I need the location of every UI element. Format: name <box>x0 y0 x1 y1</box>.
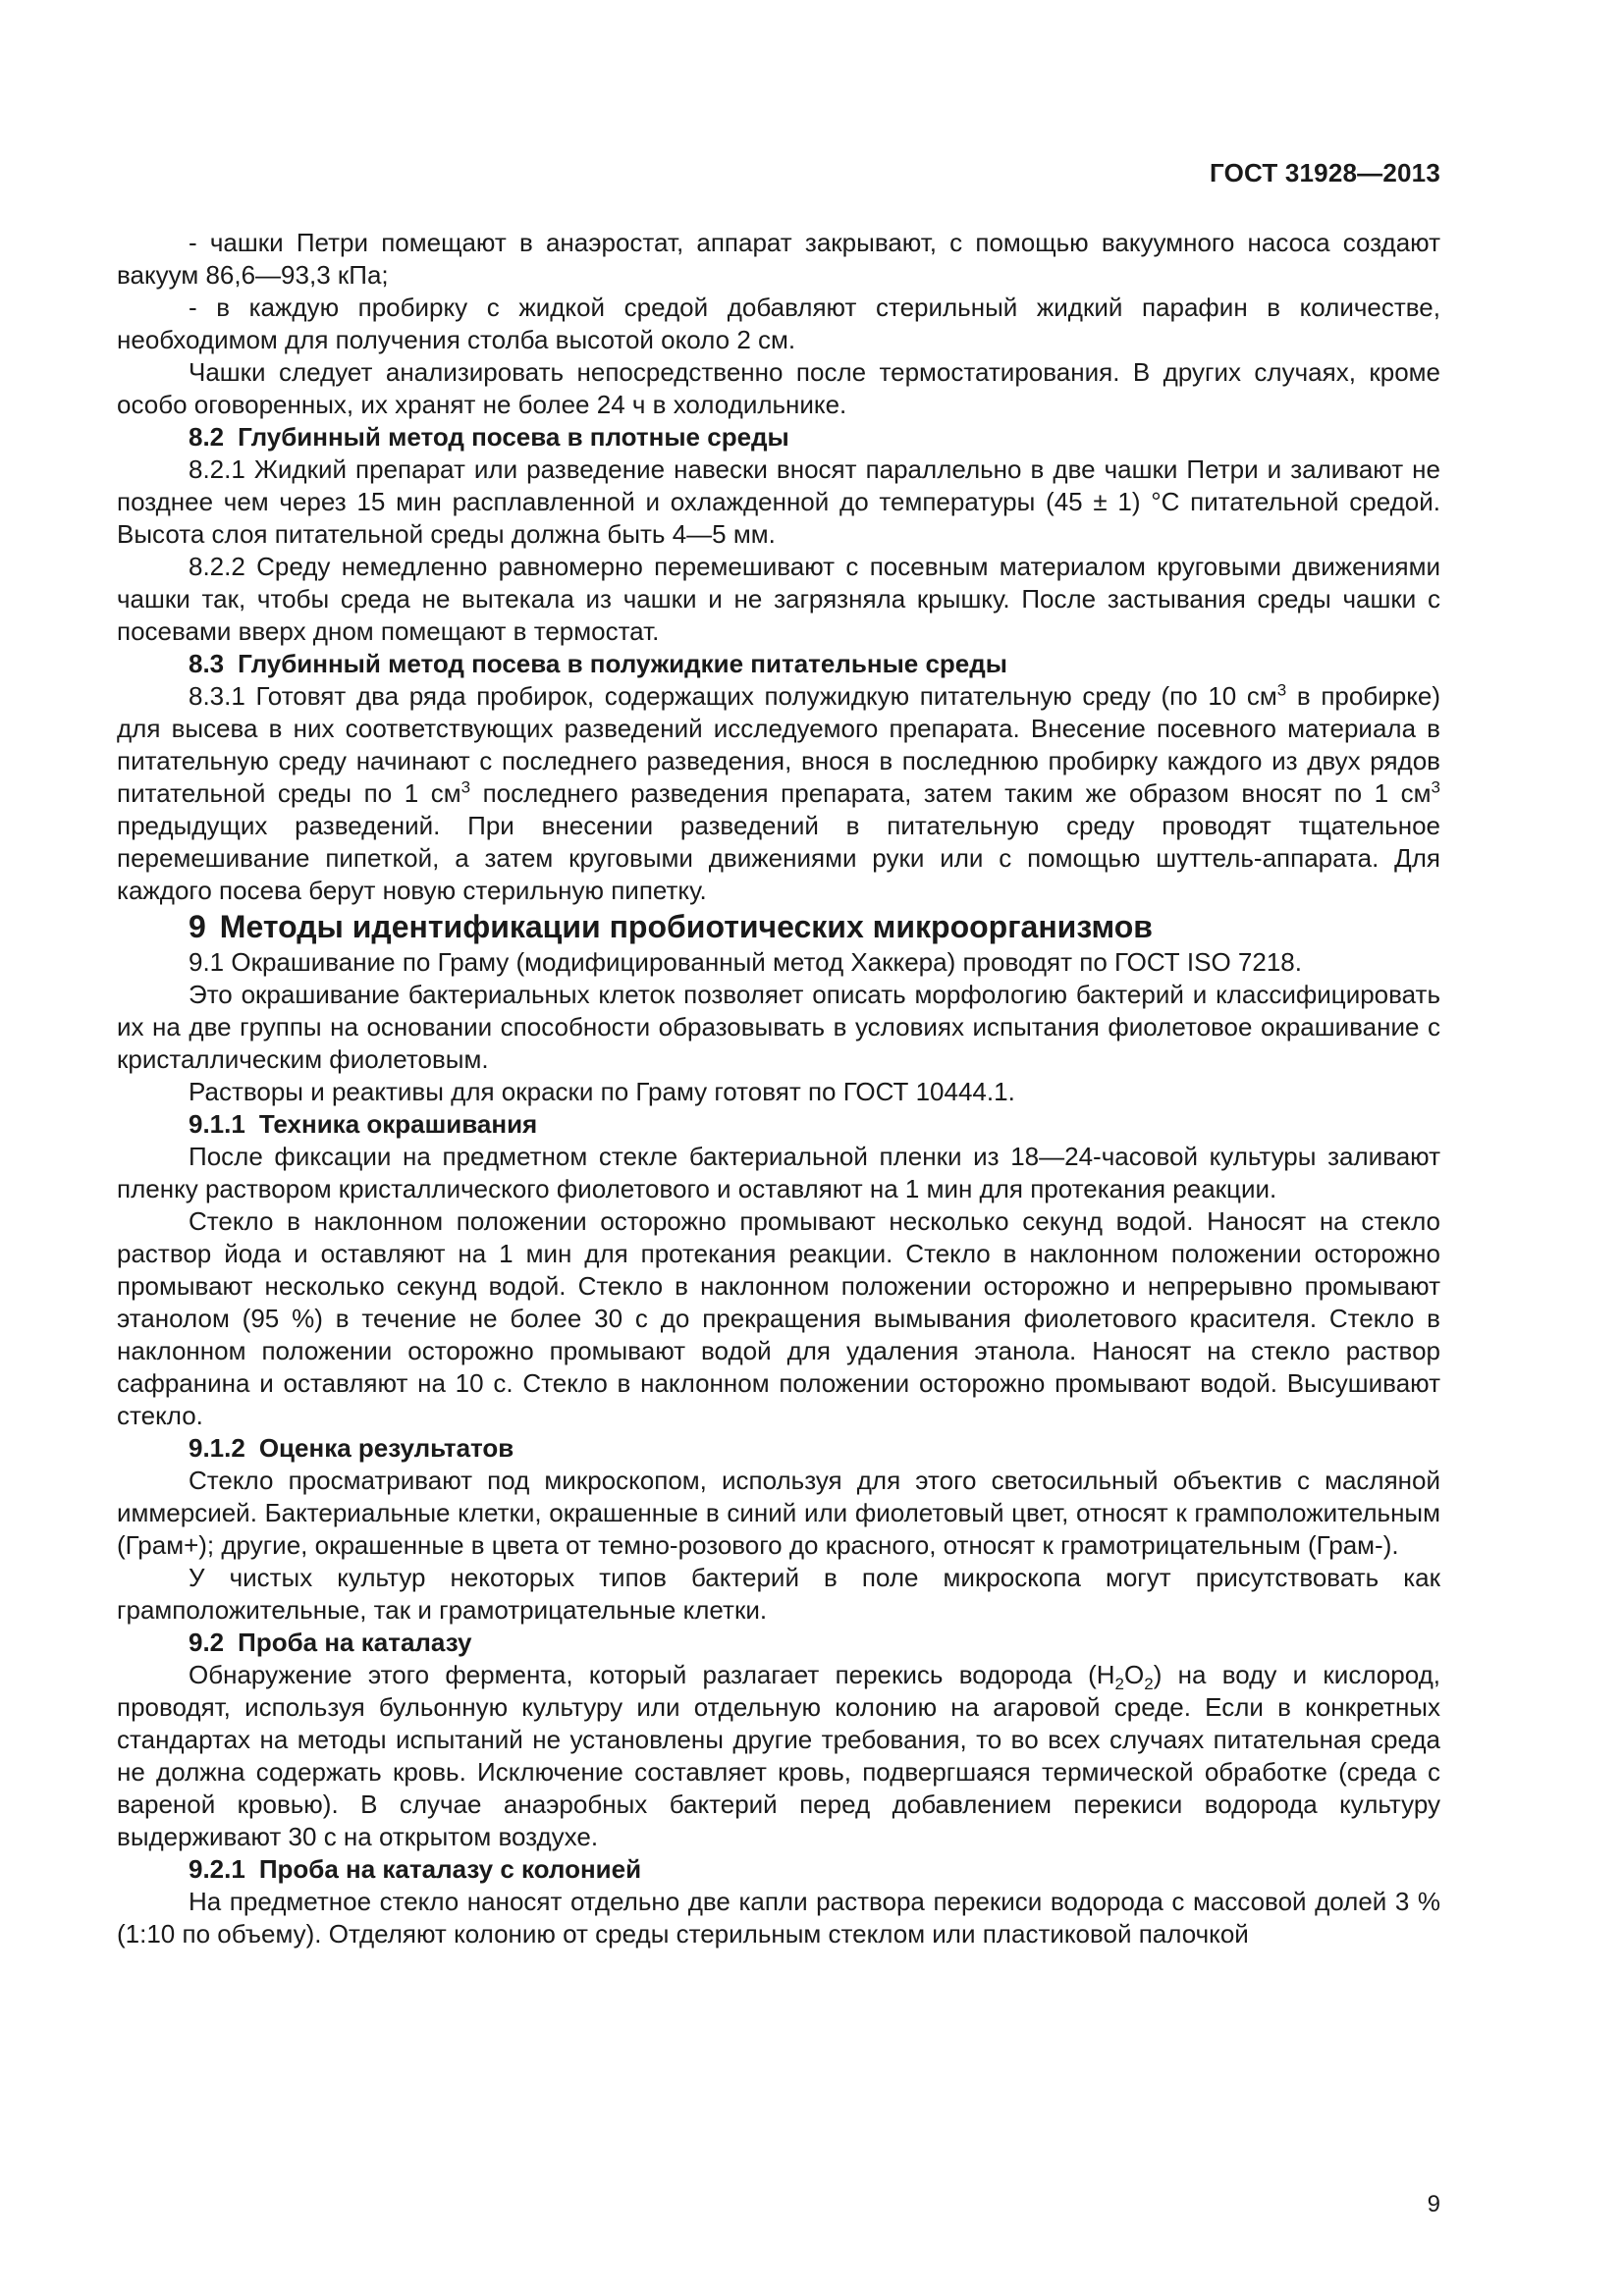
page-body <box>117 227 1440 1950</box>
paragraph: 9.1 Окрашивание по Граму (модифицированный метод Хаккера) проводят по ГОСТ ISO 7218. <box>189 947 1302 977</box>
superscript: 3 <box>460 777 471 797</box>
document-header: ГОСТ 31928—2013 <box>1210 158 1440 187</box>
section-number: 9.1.1 <box>189 1109 245 1139</box>
text-run: 8.3.1 Готовят два ряда пробирок, содержащих полужидкую питательную среду (по 10 см <box>189 681 1277 711</box>
section-title: Глубинный метод посева в плотные среды <box>238 422 789 452</box>
paragraph: У чистых культур некоторых типов бактерий в поле микроскопа могут присутствовать как грамположительные, так и грамотрицательные клетки. <box>117 1563 1440 1625</box>
text-run: последнего разведения препарата, затем таким же образом вносят по 1 см <box>470 778 1432 808</box>
text-run: предыдущих разведений. При внесении разведений в питательную среду проводят тщательное перемешивание пипеткой, а затем круговыми движениями руки или с помощью шуттель-аппарата. Для каждого посева берут новую стерильную пипетку. <box>117 811 1440 905</box>
section-number: 9.1.2 <box>189 1433 245 1463</box>
section-number: 8.3 <box>189 649 225 678</box>
section-number: 9 <box>189 909 206 944</box>
paragraph: 8.2.1 Жидкий препарат или разведение навески вносят параллельно в две чашки Петри и заливают не позднее чем через 15 мин расплавленной и охлажденной до температуры (45 ± 1) °С питательной средой. Высота слоя питательной среды должна быть 4—5 мм. <box>117 454 1440 549</box>
section-heading-9-2 <box>117 1627 1440 1659</box>
text-run: в пробирке) для высева в них соответствующих разведений исследуемого препарата. Внесение посевного материала в питательную среду начинают с последнего разведения, внося в последнюю пробирку каждого из двух рядов питательной среды по 1 см <box>117 681 1441 808</box>
superscript: 3 <box>1276 680 1287 700</box>
paragraph: Чашки следует анализировать непосредственно после термостатирования. В других случаях, кроме особо оговоренных, их хранят не более 24 ч в холодильнике. <box>117 357 1440 419</box>
section-heading-9 <box>117 907 1440 946</box>
paragraph: 8.2.2 Среду немедленно равномерно перемешивают с посевным материалом круговыми движениями чашки так, чтобы среда не вытекала из чашки и не загрязняла крышку. После застывания среды чашки с посевами вверх дном помещают в термостат. <box>117 552 1440 646</box>
paragraph: Это окрашивание бактериальных клеток позволяет описать морфологию бактерий и классифицировать их на две группы на основании способности образовывать в условиях испытания фиолетовое окрашивание с кристаллическим фиолетовым. <box>117 980 1440 1074</box>
section-title: Техника окрашивания <box>258 1109 538 1139</box>
paragraph: Растворы и реактивы для окраски по Граму готовят по ГОСТ 10444.1. <box>189 1077 1015 1106</box>
subscript: 2 <box>1114 1675 1124 1694</box>
page-number: 9 <box>1427 2191 1440 2217</box>
section-heading-9-1-1 <box>117 1108 1440 1141</box>
section-heading-8-2 <box>117 421 1440 454</box>
section-number: 9.2.1 <box>189 1854 245 1884</box>
superscript: 3 <box>1431 777 1440 797</box>
paragraph-catalase <box>117 1659 1440 1853</box>
paragraph: После фиксации на предметном стекле бактериальной пленки из 18—24-часовой культуры заливают пленку раствором кристаллического фиолетового и оставляют на 1 мин для протекания реакции. <box>117 1142 1440 1203</box>
section-number: 8.2 <box>189 422 225 452</box>
section-heading-9-1-2 <box>117 1432 1440 1465</box>
paragraph: Стекло просматривают под микроскопом, используя для этого светосильный объектив с масляной иммерсией. Бактериальные клетки, окрашенные в синий или фиолетовый цвет, относят к грамположительным (Грам+); другие, окрашенные в цвета от темно-розового до красного, относят к грамотрицательным (Грам-). <box>117 1466 1440 1560</box>
section-title: Глубинный метод посева в полужидкие питательные среды <box>238 649 1007 678</box>
paragraph-8-3-1 <box>117 680 1440 907</box>
text-run: O <box>1123 1660 1145 1689</box>
paragraph: - в каждую пробирку с жидкой средой добавляют стерильный жидкий парафин в количестве, необходимом для получения столба высотой около 2 см. <box>117 293 1440 354</box>
paragraph: На предметное стекло наносят отдельно две капли раствора перекиси водорода с массовой долей 3 % (1:10 по объему). Отделяют колонию от среды стерильным стеклом или пластиковой палочкой <box>117 1887 1440 1949</box>
subscript: 2 <box>1144 1675 1154 1694</box>
section-heading-8-3 <box>117 648 1440 680</box>
section-title: Оценка результатов <box>258 1433 514 1463</box>
section-title: Методы идентификации пробиотических микроорганизмов <box>219 909 1153 944</box>
paragraph: Стекло в наклонном положении осторожно промывают несколько секунд водой. Наносят на стекло раствор йода и оставляют на 1 мин для протекания реакции. Стекло в наклонном положении осторожно промывают несколько секунд водой. Стекло в наклонном положении осторожно и непрерывно промывают этанолом (95 %) в течение не более 30 с до прекращения вымывания фиолетового красителя. Стекло в наклонном положении осторожно промывают водой для удаления этанола. Наносят на стекло раствор сафранина и оставляют на 10 с. Стекло в наклонном положении осторожно промывают водой. Высушивают стекло. <box>117 1206 1440 1430</box>
section-title: Проба на каталазу с колонией <box>258 1854 642 1884</box>
paragraph: - чашки Петри помещают в анаэростат, аппарат закрывают, с помощью вакуумного насоса создают вакуум 86,6—93,3 кПа; <box>117 228 1440 290</box>
section-heading-9-2-1 <box>117 1853 1440 1886</box>
text-run: Обнаружение этого фермента, который разлагает перекись водорода (H <box>189 1660 1115 1689</box>
section-number: 9.2 <box>189 1628 225 1657</box>
text-run: ) на воду и кислород, проводят, используя бульонную культуру или отдельную колонию на агаровой среде. Если в конкретных стандартах на методы испытаний не установлены другие требования, то во всех случаях питательная среда не должна содержать кровь. Исключение составляет кровь, подвергшаяся термической обработке (среда с вареной кровью). В случае анаэробных бактерий перед добавлением перекиси водорода культуру выдерживают 30 с на открытом воздухе. <box>117 1660 1440 1851</box>
section-title: Проба на каталазу <box>238 1628 472 1657</box>
